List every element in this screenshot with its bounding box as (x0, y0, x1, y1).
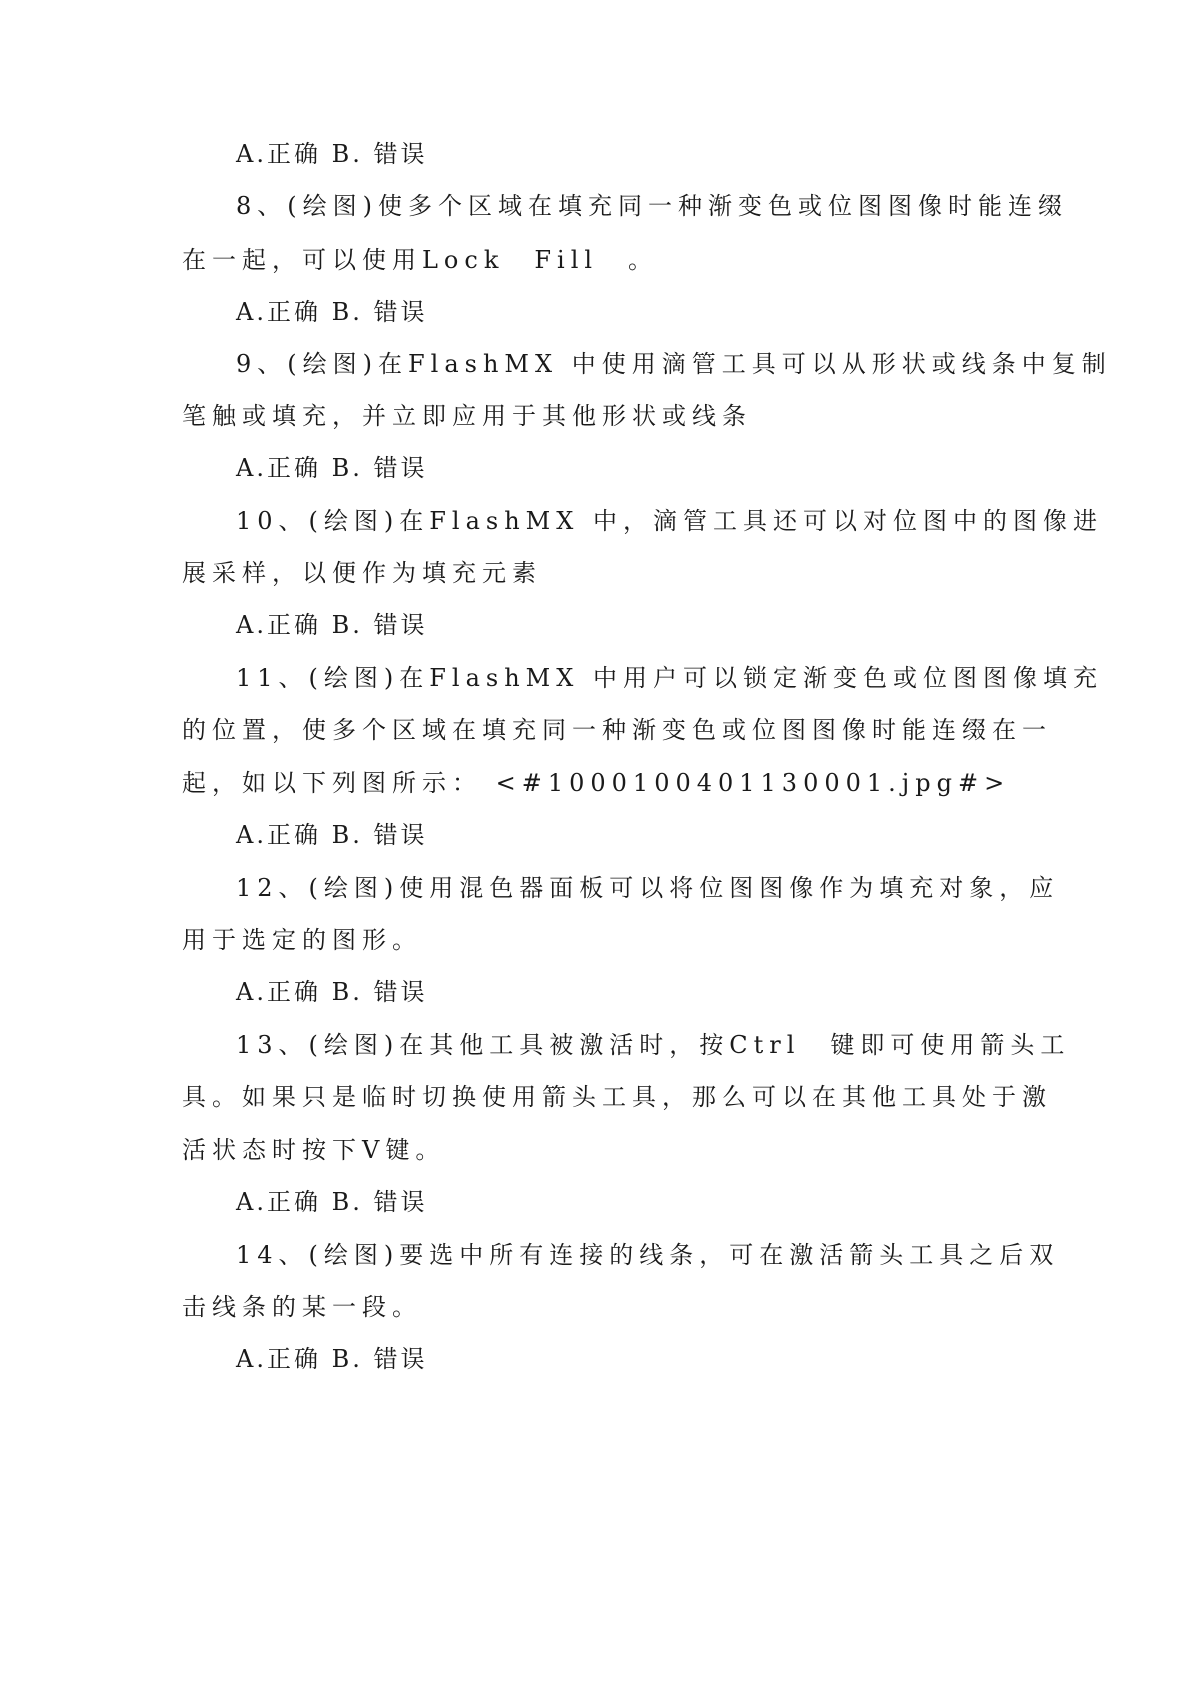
answer-options-q10: A.正确 B. 错误 (236, 611, 428, 639)
answer-options-q9: A.正确 B. 错误 (236, 454, 428, 482)
question-13-line-2: 具。如果只是临时切换使用箭头工具，那么可以在其他工具处于激 (182, 1083, 1052, 1111)
question-13-line-1: 13、(绘图)在其他工具被激活时，按Ctrl 键即可使用箭头工 (236, 1031, 1071, 1059)
question-8-line-2: 在一起，可以使用Lock Fill 。 (182, 246, 659, 274)
question-11-line-1: 11、(绘图)在FlashMX 中用户可以锁定渐变色或位图图像填充 (236, 664, 1103, 692)
question-12-line-1: 12、(绘图)使用混色器面板可以将位图图像作为填充对象，应 (236, 874, 1060, 902)
question-13-line-3: 活状态时按下V键。 (182, 1136, 446, 1164)
question-12-line-2: 用于选定的图形。 (182, 926, 422, 954)
answer-options-q11: A.正确 B. 错误 (236, 821, 428, 849)
question-9-line-1: 9、(绘图)在FlashMX 中使用滴管工具可以从形状或线条中复制 (236, 350, 1112, 378)
question-8-line-1: 8、(绘图)使多个区域在填充同一种渐变色或位图图像时能连缀 (236, 192, 1068, 220)
answer-options-q13: A.正确 B. 错误 (236, 1188, 428, 1216)
question-9-line-2: 笔触或填充，并立即应用于其他形状或线条 (182, 402, 752, 430)
question-10-line-1: 10、(绘图)在FlashMX 中，滴管工具还可以对位图中的图像进 (236, 507, 1103, 535)
question-14-line-1: 14、(绘图)要选中所有连接的线条，可在激活箭头工具之后双 (236, 1241, 1060, 1269)
answer-options-q7: A.正确 B. 错误 (236, 140, 428, 168)
question-11-line-2: 的位置，使多个区域在填充同一种渐变色或位图图像时能连缀在一 (182, 716, 1052, 744)
answer-options-q8: A.正确 B. 错误 (236, 298, 428, 326)
question-14-line-2: 击线条的某一段。 (182, 1293, 422, 1321)
answer-options-q14: A.正确 B. 错误 (236, 1345, 428, 1373)
question-10-line-2: 展采样，以便作为填充元素 (182, 559, 542, 587)
answer-options-q12: A.正确 B. 错误 (236, 978, 428, 1006)
question-11-line-3: 起，如以下列图所示： <#1000100401130001.jpg#> (182, 769, 1011, 797)
